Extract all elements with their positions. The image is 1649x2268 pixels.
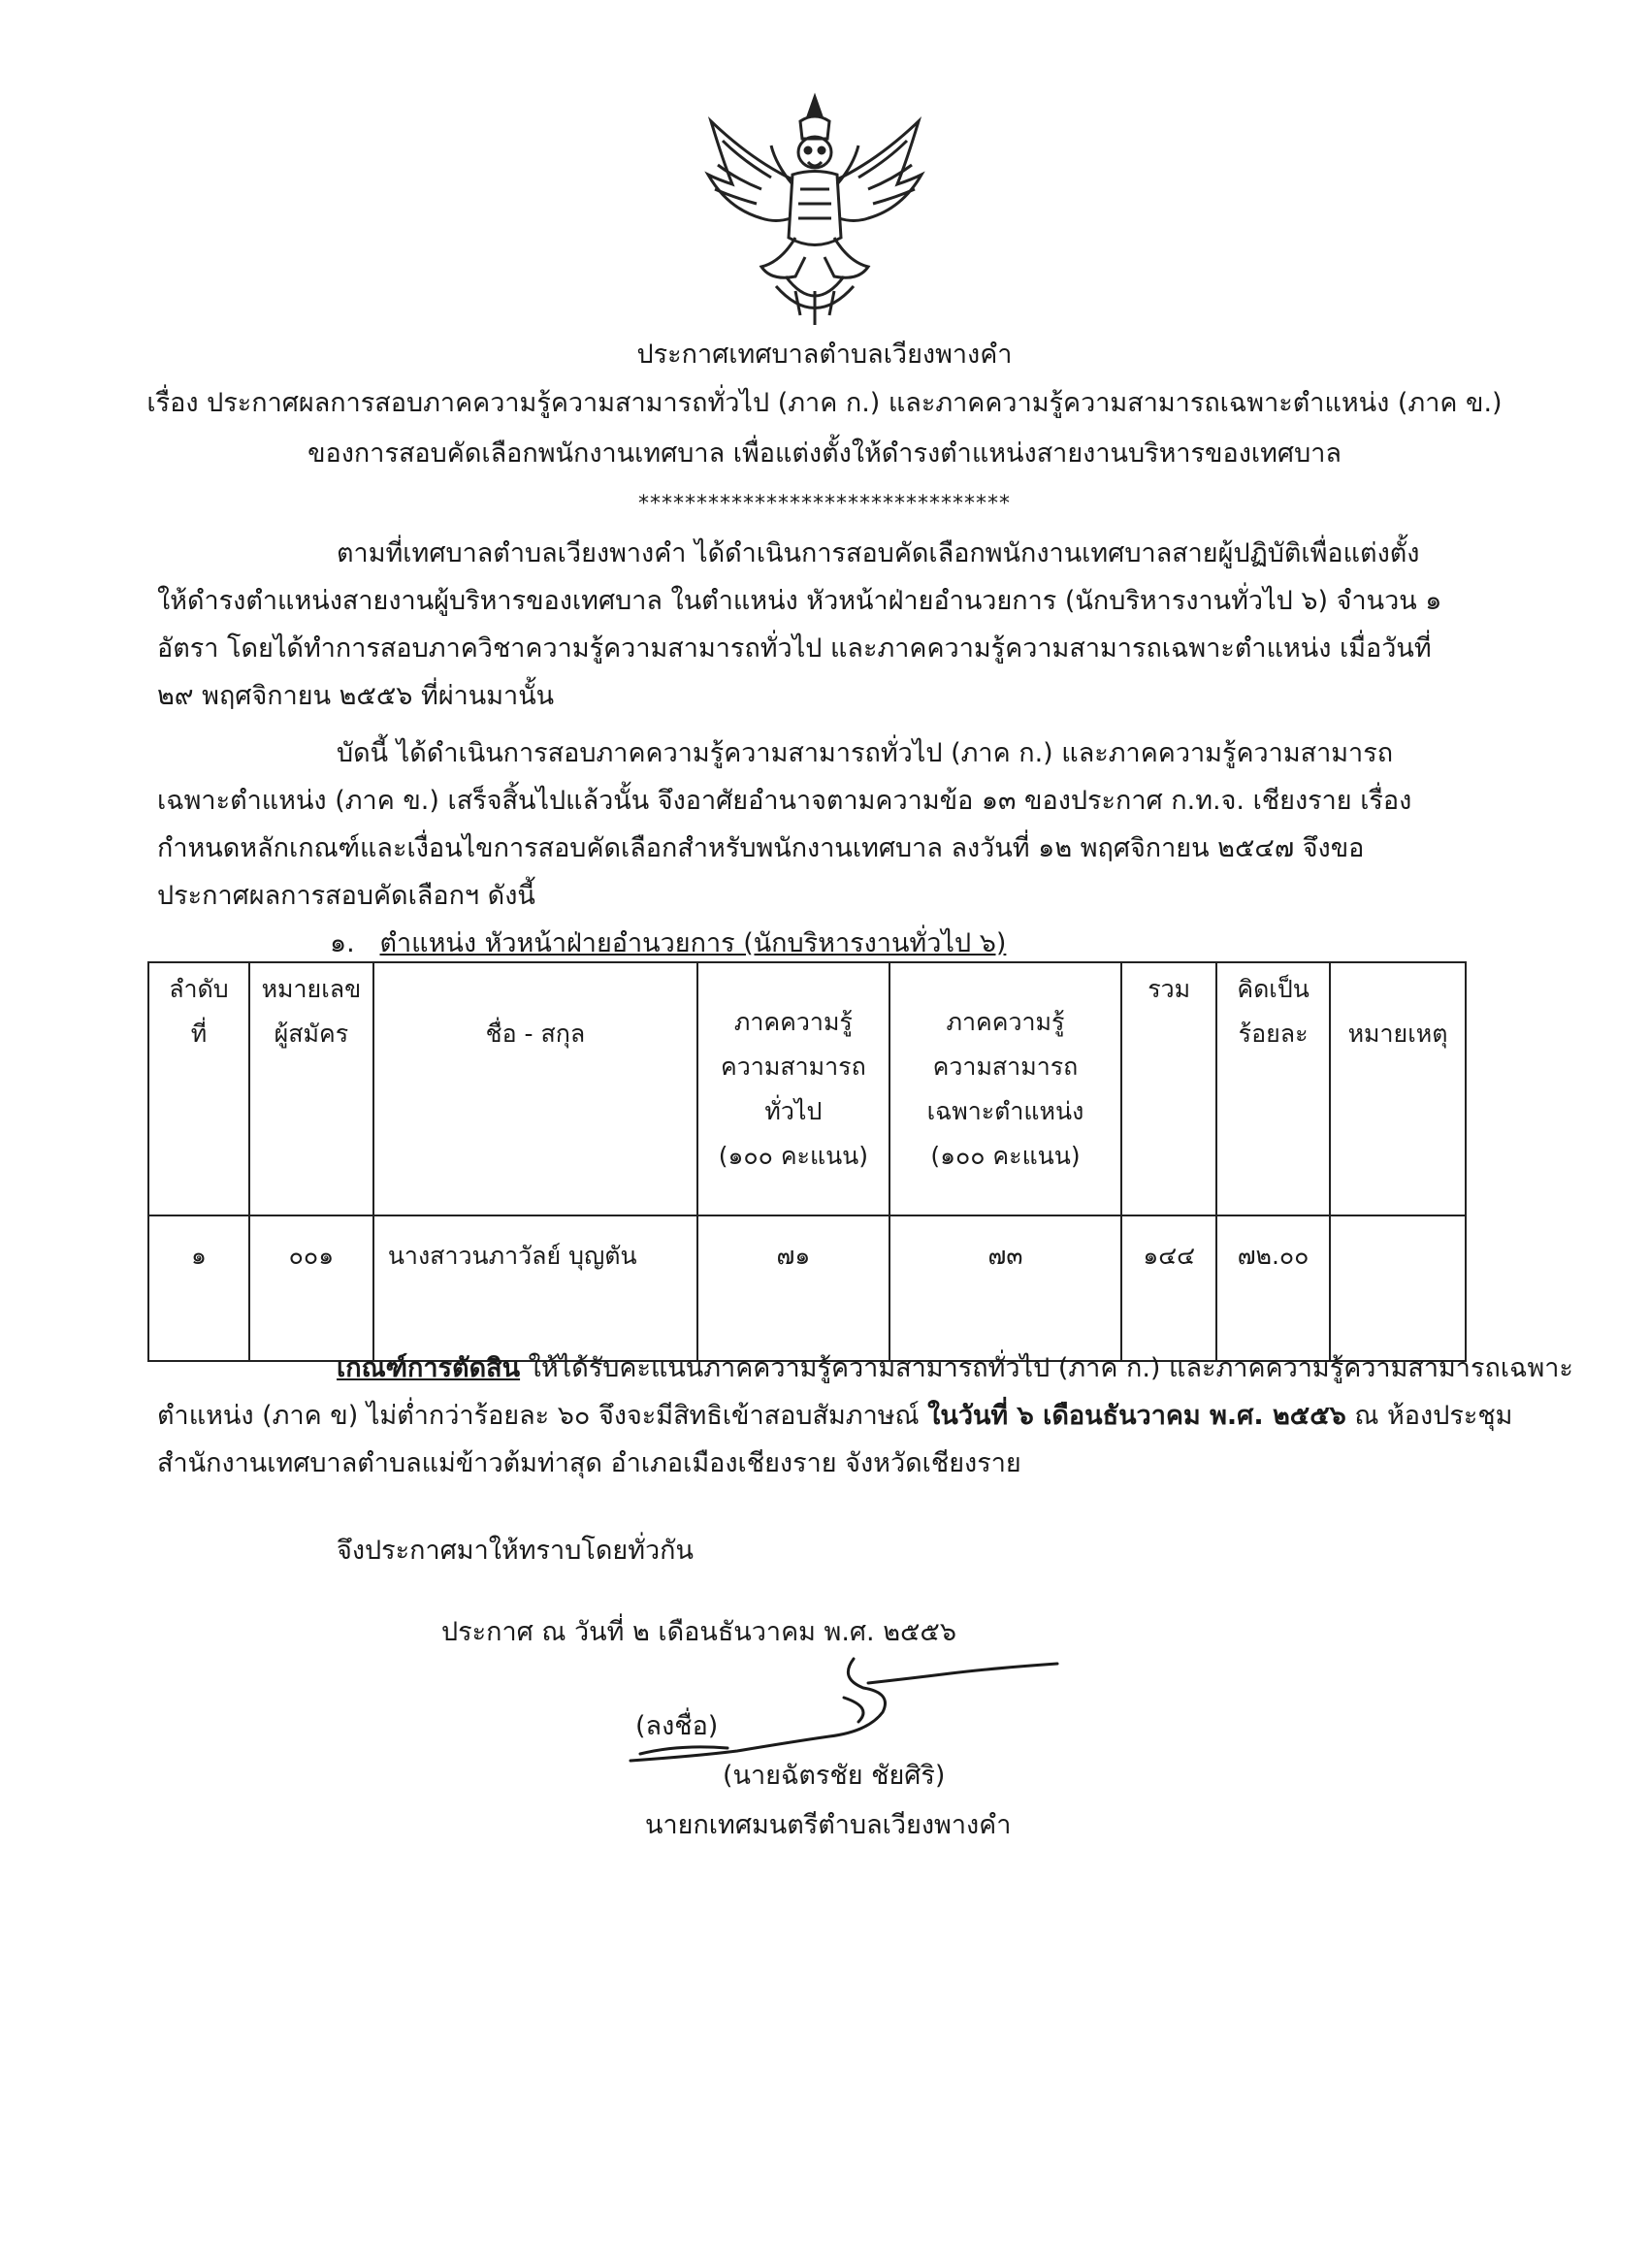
cell-order: ๑ [148,1215,249,1361]
criteria-line-2b: ณ ห้องประชุม [1345,1401,1513,1431]
cell-percent: ๗๒.๐๐ [1216,1215,1330,1361]
paragraph-intro-line-3: อัตรา โดยได้ทำการสอบภาควิชาความรู้ความสามารถทั่วไป และภาคความรู้ความสามารถเฉพาะตำแหน่ง เมื่อวันที่ [157,633,1432,664]
paragraph-announcement-line-2: เฉพาะตำแหน่ง (ภาค ข.) เสร็จสิ้นไปแล้วนั้น จึงอาศัยอำนาจตามความข้อ ๑๓ ของประกาศ ก.ท.จ. เชียงราย เรื่อง [157,786,1412,816]
paragraph-announcement [157,729,1469,920]
header-order: ลำดับ ที่ [148,962,249,1215]
paragraph-intro [157,530,1469,720]
paragraph-intro-line-1: ตามที่เทศบาลตำบลเวียงพางคำ ได้ดำเนินการสอบคัดเลือกพนักงานเทศบาลสายผู้ปฏิบัติเพื่อแต่งตั้ง [337,538,1420,568]
paragraph-announcement-line-1: บัดนี้ ได้ดำเนินการสอบภาคความรู้ความสามารถทั่วไป (ภาค ก.) และภาคความรู้ความสามารถ [337,738,1394,768]
criteria-line-1: ให้ได้รับคะแนนภาคความรู้ความสามารถทั่วไป (ภาค ก.) และภาคความรู้ความสามารถเฉพาะ [520,1353,1573,1383]
results-table [147,961,1467,1362]
separator-line: ******************************** [638,492,1011,516]
document-title: ประกาศเทศบาลตำบลเวียงพางคำ [636,340,1013,370]
cell-part-b-score: ๗๓ [889,1215,1122,1361]
criteria-line-3: สำนักงานเทศบาลตำบลแม่ข้าวต้มท่าสุด อำเภอเมืองเชียงราย จังหวัดเชียงราย [157,1448,1021,1478]
paragraph-intro-line-2: ให้ดำรงตำแหน่งสายงานผู้บริหารของเทศบาล ในตำแหน่ง หัวหน้าฝ่ายอำนวยการ (นักบริหารงานทั่วไป ๖) จำนวน ๑ [157,586,1442,616]
criteria-line-2a: ตำแหน่ง (ภาค ข) ไม่ต่ำกว่าร้อยละ ๖๐ จึงจะมีสิทธิเข้าสอบสัมภาษณ์ [157,1401,928,1431]
signature-label: (ลงชื่อ) [635,1711,719,1741]
paragraph-criteria [157,1345,1573,1487]
cell-name: นางสาวนภาวัลย์ บุญตัน [373,1215,697,1361]
section-title: ตำแหน่ง หัวหน้าฝ่ายอำนวยการ (นักบริหารงานทั่วไป ๖) [379,928,1007,958]
signer-title: นายกเทศมนตรีตำบลเวียงพางคำ [645,1810,1012,1840]
document-subject: เรื่อง ประกาศผลการสอบภาคความรู้ความสามารถทั่วไป (ภาค ก.) และภาคความรู้ความสามารถเฉพาะตำแหน่ง (ภาค ข.) [146,388,1503,418]
section-heading [330,922,1006,963]
header-percent: คิดเป็น ร้อยละ [1216,962,1330,1215]
signer-name: (นายฉัตรชัย ชัยศิริ) [723,1761,946,1791]
cell-part-a-score: ๗๑ [697,1215,889,1361]
paragraph-announcement-line-3: กำหนดหลักเกณฑ์และเงื่อนไขการสอบคัดเลือกสำหรับพนักงานเทศบาล ลงวันที่ ๑๒ พฤศจิกายน ๒๕๔๗ จึงขอ [157,833,1365,863]
paragraph-intro-line-4: ๒๙ พฤศจิกายน ๒๕๕๖ ที่ผ่านมานั้น [157,681,555,711]
table-row [148,1215,1466,1361]
cell-remark [1330,1215,1466,1361]
header-remark: หมายเหตุ [1330,962,1466,1215]
header-applicant-number: หมายเลข ผู้สมัคร [249,962,373,1215]
paragraph-announcement-line-4: ประกาศผลการสอบคัดเลือกฯ ดังนี้ [157,881,535,911]
interview-date: ในวันที่ ๖ เดือนธันวาคม พ.ศ. ๒๕๕๖ [927,1401,1346,1431]
header-part-b: ภาคความรู้ ความสามารถ เฉพาะตำแหน่ง (๑๐๐ คะแนน) [889,962,1122,1215]
document-subject-continued: ของการสอบคัดเลือกพนักงานเทศบาล เพื่อแต่งตั้งให้ดำรงตำแหน่งสายงานบริหารของเทศบาล [307,438,1342,469]
header-name: ชื่อ - สกุล [373,962,697,1215]
cell-applicant-number: ๐๐๑ [249,1215,373,1361]
announcement-date: ประกาศ ณ วันที่ ๒ เดือนธันวาคม พ.ศ. ๒๕๕๖ [441,1617,957,1647]
header-part-a: ภาคความรู้ ความสามารถ ทั่วไป (๑๐๐ คะแนน) [697,962,889,1215]
header-total: รวม [1121,962,1216,1215]
table-header-row [148,962,1466,1215]
criteria-label: เกณฑ์การตัดสิน [337,1353,521,1383]
closing-notice: จึงประกาศมาให้ทราบโดยทั่วกัน [337,1536,694,1566]
cell-total: ๑๔๔ [1121,1215,1216,1361]
section-number: ๑. [330,928,355,958]
garuda-emblem-icon [703,92,926,330]
